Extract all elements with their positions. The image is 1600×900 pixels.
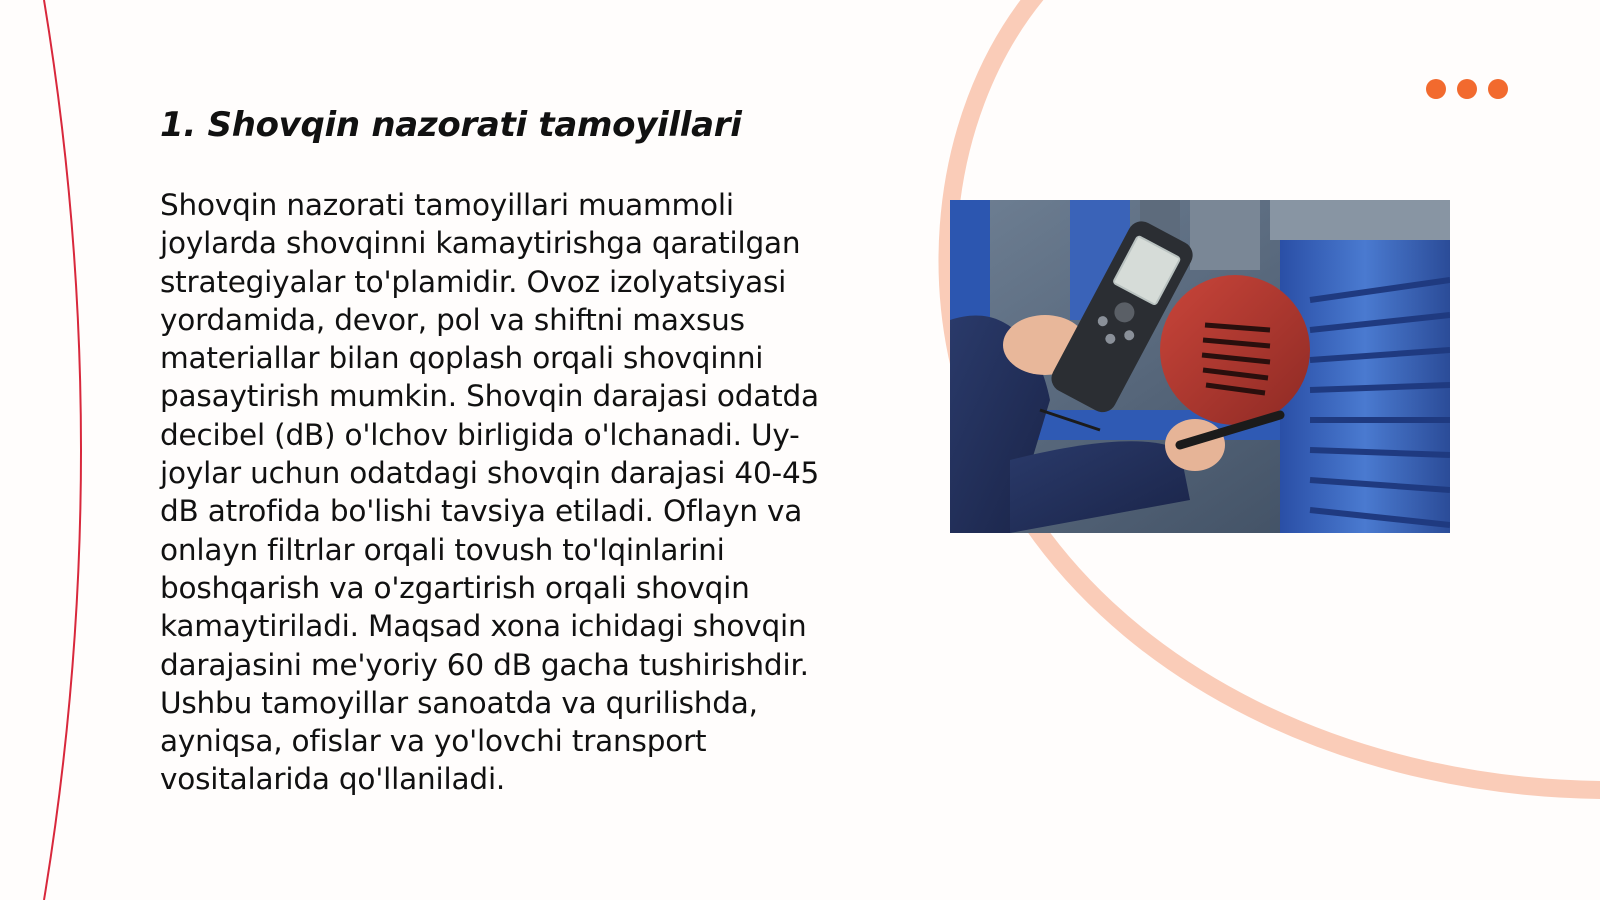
three-dots-icon[interactable] — [1426, 79, 1508, 99]
dot-3 — [1488, 79, 1508, 99]
dot-1 — [1426, 79, 1446, 99]
dot-2 — [1457, 79, 1477, 99]
left-curve-line — [44, 0, 81, 900]
slide-paragraph: Shovqin nazorati tamoyillari muammoli joylarda shovqinni kamaytirishga qaratilgan strategiyalar to'plamidir. Ovoz izolyatsiyasi yordamida, devor, pol va shiftni maxsus materiallar bilan qoplash orqali shovqinni pasaytirish mumkin. Shovqin darajasi odatda decibel (dB) o'lchov birligida o'lchanadi. Uy-joylar uchun odatdagi shovqin darajasi 40-45 dB atrofida bo'lishi tavsiya etiladi. Oflayn va onlayn filtrlar orqali tovush to'lqinlarini boshqarish va o'zgartirish orqali shovqin kamaytiriladi. Maqsad xona ichidagi shovqin darajasini me'yoriy 60 dB gacha tushirishdir. Ushbu tamoyillar sanoatda va qurilishda, ayniqsa, ofislar va yo'lovchi transport vositalarida qo'llaniladi. — [160, 188, 820, 797]
motor-inspection-photo — [950, 200, 1450, 533]
slide-title: 1. Shovqin nazorati tamoyillari — [160, 105, 742, 145]
